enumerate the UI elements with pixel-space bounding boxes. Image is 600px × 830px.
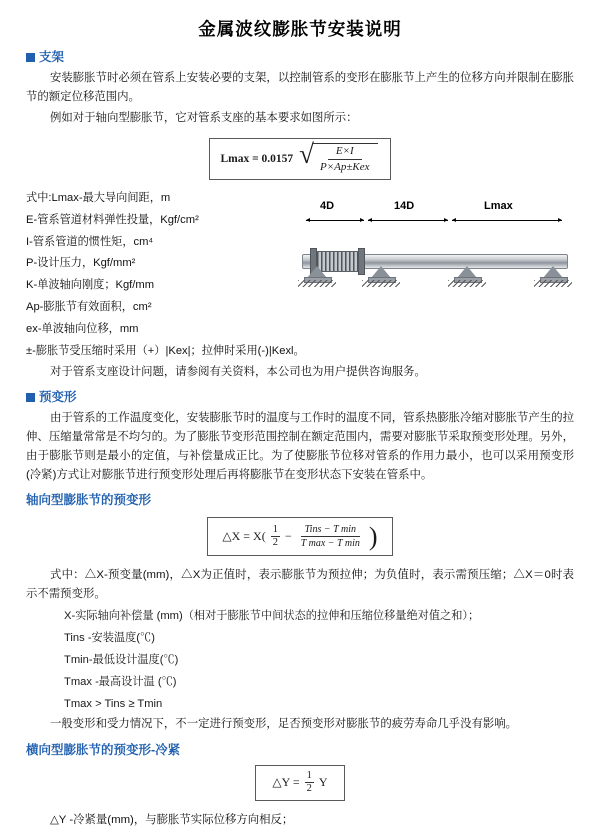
formula-delta-x-rhs: )	[368, 521, 378, 551]
formula-delta-y-half-num: 1	[305, 770, 314, 783]
formula-delta-x-frac-den: T max − T min	[300, 537, 360, 549]
legend-item: P-设计压力，Kgf/mm²	[26, 257, 136, 270]
section-heading-support-label: 支架	[39, 50, 65, 64]
ground-hatch-icon	[298, 280, 336, 287]
axial-note: 一般变形和受力情况下，不一定进行预变形，足否预变形对膨胀节的疲劳寿命几乎没有影响。	[50, 718, 518, 731]
diagram-label-4d: 4D	[320, 199, 335, 212]
diagram-labels	[294, 200, 574, 216]
formula-delta-x-half-num: 1	[271, 524, 280, 537]
dimension-arrow-lmax	[452, 220, 562, 221]
support-paragraph-1: 安装膨胀节时必须在管系上安装必要的支架，以控制管系的变形在膨胀节上产生的位移方向并限制在膨胀节的额定位移范围内。	[26, 71, 574, 103]
legend-item: I-管系管道的惯性矩，cm⁴	[26, 235, 154, 248]
pipe-support-diagram	[294, 200, 574, 315]
formula-delta-x-half	[271, 524, 280, 549]
subsection-heading-axial	[26, 494, 574, 508]
ground-hatch-icon	[534, 280, 572, 287]
subsection-heading-lateral	[26, 744, 574, 758]
legend-item: Ap-膨胀节有效面积，cm²	[26, 301, 152, 314]
support-legend	[26, 188, 305, 363]
formula-lmax-denominator: P×Ap±Kex	[320, 161, 370, 174]
diagram-pipe-area	[294, 228, 574, 313]
formula-lmax-sqrt	[299, 139, 377, 175]
variable-item: Tmax -最高设计温 (℃)	[64, 675, 177, 688]
ground-hatch-icon	[362, 280, 400, 287]
variable-item: Tins -安装温度(℃)	[64, 632, 155, 645]
radical-icon: √	[299, 139, 314, 170]
predeform-paragraph-1: 由于管系的工作温度变化，安装膨胀节时的温度与工作时的温度不同，管系热膨胀冷缩对膨胀节产生的拉伸、压缩量常常是不均匀的。为了膨胀节变形范围控制在额定范围内，需要对膨胀节采取预变形处理。另外，由于膨胀节则是最小的定值，与补偿量成正比。为了使膨胀节位移对管系的作用力最小，也可以采用预变形(冷紧)方式让对膨胀节进行预变形处理后再将膨胀节在变形状态下安装在管系中。	[26, 411, 574, 482]
diagram-label-14d: 14D	[394, 199, 415, 212]
formula-lmax	[26, 138, 574, 180]
formula-delta-y	[26, 765, 574, 800]
lateral-formula-description: △Y -冷紧量(mm)，与膨胀节实际位移方向相反；	[50, 813, 294, 826]
flange-icon	[358, 248, 365, 275]
legend-item: 式中:Lmax-最大导向间距，m	[26, 191, 171, 204]
formula-lmax-lead: Lmax = 0.0157	[220, 153, 294, 166]
section-heading-predeform	[26, 391, 574, 405]
formula-delta-x-lhs: △X = X(	[222, 528, 266, 543]
ground-hatch-icon	[448, 280, 486, 287]
formula-delta-x-half-den: 2	[272, 536, 278, 548]
legend-item: ex-单波轴向位移，mm	[26, 322, 139, 335]
formula-delta-x-frac-num: Tins − T min	[301, 523, 360, 537]
diagram-label-lmax: Lmax	[484, 199, 513, 212]
support-paragraph-2: 例如对于轴向型膨胀节，它对管系支座的基本要求如图所示：	[50, 112, 358, 125]
subsection-heading-axial-label: 轴向型膨胀节的预变形	[26, 493, 152, 508]
support-legend-and-figure	[26, 188, 574, 363]
formula-lmax-box	[209, 138, 390, 180]
section-heading-predeform-label: 预变形	[39, 389, 77, 404]
formula-lmax-numerator: E×I	[328, 144, 362, 160]
dimension-arrow-4d	[306, 220, 364, 221]
section-heading-support	[26, 51, 574, 65]
axial-formula-description: 式中：△X-预变量(mm)，△X为正值时，表示膨胀节为预拉伸；为负值时，表示需预压缩；△X＝0时表示不需预变形。	[26, 568, 574, 601]
formula-delta-x	[26, 517, 574, 556]
subsection-heading-lateral-label: 横向型膨胀节的预变形-冷紧	[26, 742, 181, 757]
legend-item: E-管系管道材料弹性投量，Kgf/cm²	[26, 213, 199, 226]
variable-item: Tmax > Tins ≥ Tmin	[64, 697, 163, 710]
legend-item: K-单波轴向刚度；Kgf/mm	[26, 279, 155, 292]
formula-delta-y-rhs: Y	[318, 775, 328, 790]
formula-delta-y-half-den: 2	[306, 783, 312, 795]
bullet-square-icon	[26, 53, 35, 62]
formula-delta-x-minus: −	[284, 528, 292, 543]
support-closing-paragraph: 对于管系支座设计问题，请参阅有关资料，本公司也为用户提供咨询服务。	[50, 365, 426, 378]
bullet-square-icon	[26, 393, 35, 402]
formula-delta-y-box	[255, 765, 344, 800]
variable-item: X-实际轴向补偿量 (mm)（相对于膨胀节中间状态的拉伸和压缩位移量绝对值之和）；	[64, 610, 480, 623]
formula-delta-y-half	[305, 770, 314, 795]
formula-delta-x-box	[207, 517, 392, 556]
legend-item: ±-膨胀节受压缩时采用（+）|Kex|；拉伸时采用(-)|Kexl。	[26, 344, 305, 357]
variable-item: Tmin-最低设计温度(℃)	[64, 653, 179, 666]
diagram-dimension-arrows	[294, 216, 574, 226]
page-title: 金属波纹膨胀节安装说明	[198, 19, 402, 39]
axial-variable-list	[64, 606, 574, 715]
dimension-arrow-14d	[368, 220, 448, 221]
formula-lmax-fraction	[312, 143, 378, 175]
formula-delta-y-lhs: △Y =	[272, 775, 300, 790]
formula-delta-x-fraction	[297, 523, 364, 550]
